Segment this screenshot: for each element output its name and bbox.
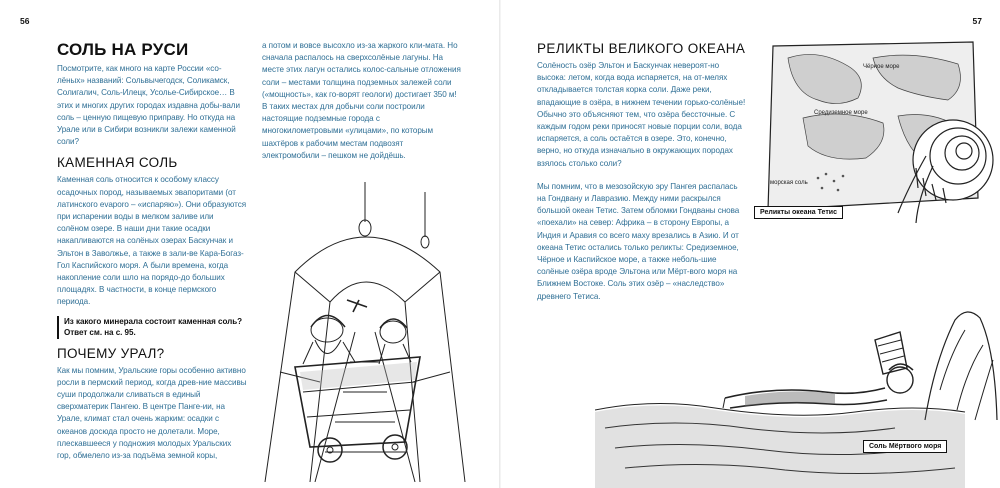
rock-salt-paragraph: Каменная соль относится к особому классу осадочных пород, называемых эвапоритами (от латинского evaporo – «испаряю»). Они образуются при испарении воды в мелком заливе или солёном озере. В наши дни такие осадки накапливаются на солёных озерах Баскунчак и Эльтон в Заволжье, а также в зали-ве Кара-Богаз-Гол Каспийского моря. А были времена, когда накопление соли шло на порядо-до больших площадях. В частности, в конце пермского периода. bbox=[57, 175, 247, 307]
question-box bbox=[57, 316, 247, 339]
map-label-mediterranean: Средиземное море bbox=[814, 110, 868, 116]
dead-sea-bather-drawing bbox=[595, 300, 1000, 488]
mine-cart-drawing bbox=[255, 182, 475, 482]
right-column bbox=[537, 40, 747, 303]
relicts-paragraph-1: Солёность озёр Эльтон и Баскунчак невероят-но высока: летом, когда вода испаряется, на от-мелях откладывается толстая корка соли. Даже реки, впадающие в озёра, в нижнем течении горько-солёные! Обычно это объясняют тем, что озёра бессточные. С каждым годом реки приносят новые порции соли, вода испаряется, а соль остаётся в озере. Это, конечно, верно, но откуда изначально в окружающих породах взялось столько соли? bbox=[537, 61, 746, 168]
map-tag: Реликты океана Тетис bbox=[754, 206, 843, 219]
section-heading-ural: ПОЧЕМУ УРАЛ? bbox=[57, 345, 165, 361]
left-column-2 bbox=[262, 40, 462, 162]
answer-reference: Ответ см. на с. 95. bbox=[64, 328, 136, 338]
ural-paragraph: Как мы помним, Уральские горы особенно активно росли в пермский период, когда древ-ние массивы суши продолжали сливаться в единый сверхматерик Пангею. В центре Панге-ии, на Урале, климат стал очень жарким: осадки с океанов досюда просто не долетали. Море, плескавшееся у подножия молодых Уральских гор, обмелело из-за подъёма земной коры, bbox=[57, 365, 247, 461]
intro-paragraph: Посмотрите, как много на карте России «со-лёных» названий: Сольвычегодск, Соликамск, Солигалич, Соль-Илецк, Усолье-Сибирское… В этих и многих других городах издавна добы-вали соль – ценную пищевую приправу. Но откуда на Урале или в Сибири возникли залежи каменной соли? bbox=[57, 64, 240, 147]
map-label-sea-salt: морская соль bbox=[770, 180, 808, 186]
relicts-paragraph-2: Мы помним, что в мезозойскую эру Пангея распалась на Гондвану и Лавразию. Между ними раскрылся большой океан Тетис. Затем обломки Гондваны снова «поехали» на север: Африка – в сторону Европы, а Индия и Аравия со всего маху врезались в Азию. И от океана Тетис остались только реликты: Средиземное, Чёрное и Каспийское море, а также неболь-шие солёные озёра вроде Эльтона или Мёрт-вого моря на Ближнем Востоке. Соль этих озёр – «наследство» древнего Тетиса. bbox=[537, 181, 740, 301]
page-title: СОЛЬ НА РУСИ bbox=[57, 40, 189, 59]
dead-sea-illustration bbox=[595, 300, 1000, 488]
question-text: Из какого минерала состоит каменная соль? bbox=[64, 316, 243, 326]
tethys-map-illustration bbox=[748, 38, 996, 230]
section-heading-rock-salt: КАМЕННАЯ СОЛЬ bbox=[57, 155, 178, 171]
map-label-black-sea: Чёрное море bbox=[863, 64, 900, 70]
continuation-paragraph: а потом и вовсе высохло из-за жаркого кли-мата. Но сначала распалось на сверхсолёные лагуны. На месте этих лагун остались колос-сальные отложения соли – местами толщина подземных залежей соли («мощность», как го-ворят геологи) достигает 350 м! В таких местах для добычи соли построили настоящие подземные города с многокилометровыми «улицами», по которым шахтёров к рабочим местам подвозят электромобили – пешком не дойдёшь. bbox=[262, 41, 461, 160]
page-number-right: 57 bbox=[972, 16, 982, 26]
page-number-left: 56 bbox=[20, 16, 30, 26]
mine-cart-illustration bbox=[255, 182, 475, 482]
left-column-1 bbox=[57, 40, 247, 462]
dead-sea-tag: Соль Мёртвого моря bbox=[863, 440, 947, 453]
section-heading-relicts: РЕЛИКТЫ ВЕЛИКОГО ОКЕАНА bbox=[537, 41, 746, 56]
right-page bbox=[500, 0, 1000, 488]
